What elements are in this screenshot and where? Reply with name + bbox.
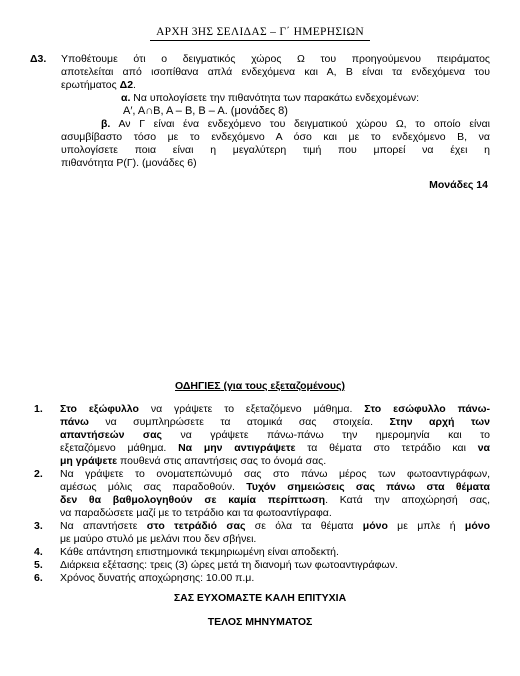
- instructions-title-text: ΟΔΗΓΙΕΣ (για τους εξεταζομένους): [174, 380, 346, 392]
- list-item: [34, 546, 490, 559]
- subquestion-a-text: Να υπολογίσετε την πιθανότητα των παρακάτω ενδεχομένων:: [130, 92, 420, 104]
- list-item-line: [60, 442, 490, 455]
- subquestion-b-text: Αν Γ είναι ένα ενδεχόμενο του δειγματικού χώρου Ω, το οποίο είναι: [110, 118, 490, 130]
- list-item-line: να παραδώσετε μαζί με το τετράδιο και τα φωτοαντίγραφα.: [60, 507, 332, 519]
- question-intro-line: [61, 79, 490, 92]
- text-run: τα θέματα στο τετράδιο και: [295, 442, 478, 454]
- text-run-bold: στο τετράδιό σας: [146, 520, 246, 532]
- text-run-bold: απαντήσεών σας: [60, 429, 163, 441]
- list-item-line: [60, 494, 490, 507]
- subquestion-b-line: υπολογίσετε ποια είναι η μεγαλύτερη τιμή που μπορεί να έχει η: [61, 144, 490, 156]
- text-run-bold: Στην αρχή των: [389, 416, 490, 428]
- header-underline: [150, 40, 370, 41]
- list-item-line: [60, 520, 490, 533]
- list-item-line: Να γράψετε το ονοματεπώνυμό σας στο πάνω μέρος των φωτοαντιγράφων,: [60, 468, 490, 480]
- list-item-line: Κάθε απάντηση επιστημονικά τεκμηριωμένη είναι αποδεκτή.: [60, 546, 339, 558]
- text-run: να γράψετε το εξεταζόμενο μάθημα.: [138, 403, 365, 415]
- text-run: εξεταζόμενο μάθημα.: [60, 442, 179, 454]
- subquestion-b-label: β.: [101, 118, 111, 130]
- subquestion-b-line: πιθανότητα Ρ(Γ). (μονάδες 6): [61, 157, 197, 169]
- subquestion-b-line: [61, 118, 490, 131]
- list-item-number: 3.: [34, 520, 43, 532]
- text-run: να γράψετε πάνω-πάνω την ημερομηνία και το: [162, 429, 490, 441]
- page-header: ΑΡΧΗ 3ΗΣ ΣΕΛΙΔΑΣ – Γ΄ ΗΜΕΡΗΣΙΩΝ: [156, 26, 364, 38]
- text-run-bold: μη γράψετε: [60, 455, 118, 467]
- text-run: αμέσως μόλις σας παραδοθούν.: [60, 481, 247, 493]
- list-item-line: [60, 455, 490, 468]
- question-label: Δ3.: [30, 53, 47, 65]
- text-run: . Κατά την αποχώρησή σας,: [325, 494, 490, 506]
- list-item: [34, 468, 490, 520]
- list-item-line: Χρόνος δυνατής αποχώρησης: 10.00 π.μ.: [60, 572, 255, 584]
- text-run-bold: πάνω: [60, 416, 89, 428]
- subquestion-b-line: ασυμβίβαστο τόσο με το ενδεχόμενο Α όσο και με το ενδεχόμενο Β, να: [61, 131, 490, 143]
- subquestion-a-label: α.: [121, 92, 131, 104]
- text-run-bold: Δ2: [119, 79, 134, 91]
- list-item-line: [60, 429, 490, 442]
- text-run-bold: μόνο: [362, 520, 388, 532]
- list-item-number: 4.: [34, 546, 43, 558]
- text-run: .: [133, 79, 136, 91]
- text-run: σε όλα τα θέματα: [245, 520, 363, 532]
- instructions-title: [0, 380, 520, 393]
- text-run-bold: δεν θα βαθμολογηθούν σε καμία περίπτωση: [60, 494, 326, 506]
- text-run: να συμπληρώσετε τα ατομικά σας στοιχεία.: [88, 416, 390, 428]
- text-run-bold: Να μην αντιγράψετε: [178, 442, 296, 454]
- text-run-bold: Στο εσώφυλλο πάνω-: [364, 403, 490, 415]
- text-run: ερωτήματος: [61, 79, 120, 91]
- list-item-line: Διάρκεια εξέτασης: τρεις (3) ώρες μετά τη διανομή των φωτοαντιγράφων.: [60, 559, 398, 571]
- list-item-line: [60, 481, 490, 494]
- list-item: [34, 520, 490, 546]
- list-item-line: με μαύρο στυλό με μελάνι που δεν σβήνει.: [60, 533, 257, 545]
- text-run: πουθενά στις απαντήσεις σας το όνομά σας.: [117, 455, 327, 467]
- subquestion-a-formula: Α′, Α∩Β, Α – Β, Β – Α. (μονάδες 8): [123, 105, 288, 117]
- list-item-line: [60, 416, 490, 429]
- text-run-bold: Τυχόν σημειώσεις σας πάνω στα θέματα: [246, 481, 490, 493]
- text-run-bold: μόνο: [464, 520, 490, 532]
- list-item: [34, 572, 490, 585]
- text-run: με μπλε ή: [387, 520, 465, 532]
- text-run-bold: να: [477, 442, 490, 454]
- end-of-message: ΤΕΛΟΣ ΜΗΝΥΜΑΤΟΣ: [207, 616, 313, 628]
- list-item-number: 1.: [34, 403, 43, 415]
- question-intro-line: Υποθέτουμε ότι ο δειγματικός χώρος Ω του προηγούμενου πειράματος: [61, 53, 490, 65]
- question-body: [61, 53, 490, 170]
- instructions-list: [34, 403, 490, 585]
- text-run-bold: Στο εξώφυλλο: [60, 403, 139, 415]
- text-run: Να απαντήσετε: [60, 520, 147, 532]
- marks-total: Μονάδες 14: [429, 179, 488, 191]
- list-item-number: 6.: [34, 572, 43, 584]
- subquestion-a: [61, 92, 490, 105]
- list-item: [34, 403, 490, 468]
- question-intro-line: αποτελείται από ισοπίθανα απλά ενδεχόμενα και Α, Β είναι τα ενδεχόμενα του: [61, 66, 490, 78]
- list-item-number: 2.: [34, 468, 43, 480]
- list-item-number: 5.: [34, 559, 43, 571]
- list-item: [34, 559, 490, 572]
- list-item-line: [60, 403, 490, 416]
- closing-wishes: ΣΑΣ ΕΥΧΟΜΑΣΤΕ ΚΑΛΗ ΕΠΙΤΥΧΙΑ: [173, 592, 347, 604]
